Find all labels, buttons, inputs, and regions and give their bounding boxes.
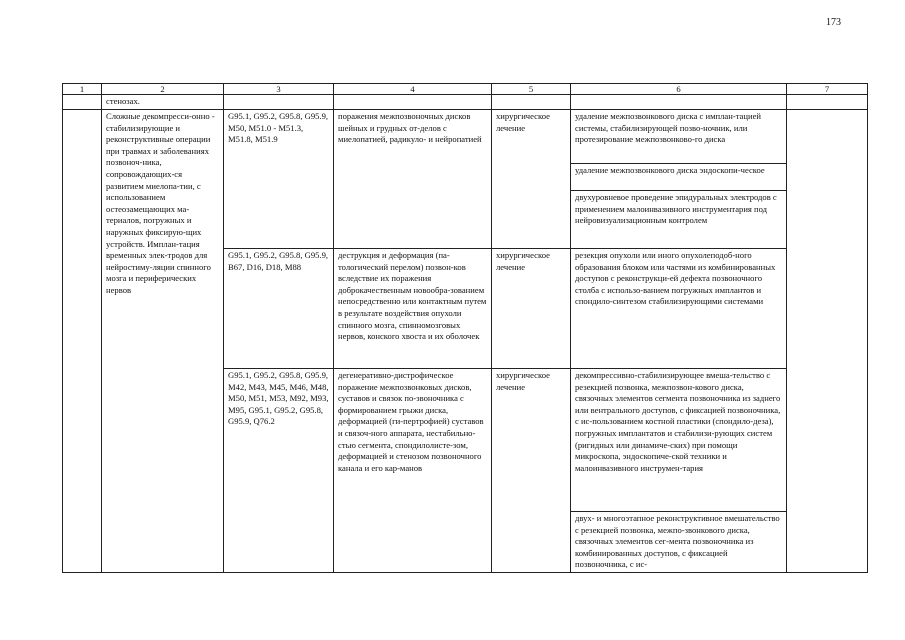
cell-method: двух- и многоэтапное реконструктивное вмешательство с резекцией позвонка, межпо-звонкового диска, связочных элементов сег-мента позвоночника из комбинированных доступов, с фиксацией позвоночника, с ис- xyxy=(571,512,787,573)
cell-method: удаление межпозвонкового диска с имплан-тацией системы, стабилизирующей позво-ночник, или протезирование межпозвонково-го диска xyxy=(571,110,787,164)
cell-intervention-name: Сложные декомпресси-онно - стабилизирующие и реконструктивные операции при травмах и заболеваниях позвоноч-ника, сопровождающих-ся развитием миелопа-тии, с использованием остеозамещающих ма-териалов, погружных и наружных фиксирую-щих устройств. Имплан-тация временных элек-тродов для нейростиму-ляции спинного мозга и периферических нервов xyxy=(102,110,224,573)
cell-treatment-type: хирургическое лечение xyxy=(492,249,571,369)
cell-index xyxy=(63,110,102,573)
col-header-7: 7 xyxy=(787,84,868,95)
col-header-5: 5 xyxy=(492,84,571,95)
cell-method: двухуровневое проведение эпидуральных электродов с применением малоинвазивного инструментария под нейровизуализационным контролем xyxy=(571,191,787,249)
cell-method: декомпрессивно-стабилизирующее вмеша-тельство с резекцией позвонка, межпозвон-кового диска, связочных элементов сегмента позвоночника из заднего или вентрального доступов, с фиксацией позвоночника, с ис-пользованием костной пластики (спондило-деза), погружных имплантатов и стабилизи-рующих систем (ригидных или динамиче-ских) при помощи микроскопа, эндоскопиче-ской техники и малоинвазивного инструмен-тария xyxy=(571,369,787,512)
cell-empty xyxy=(224,95,334,110)
table-row xyxy=(63,110,868,164)
cell-method: резекция опухоли или иного опухолеподоб-ного образования блоком или частями из комбинированных доступов с реконструкци-ей дефекта позвоночного столба с использо-ванием погружных имплантов и спондило-синтезом стабилизирующими системами xyxy=(571,249,787,369)
cell-empty xyxy=(492,95,571,110)
cell-index xyxy=(63,95,102,110)
cell-col7 xyxy=(787,110,868,573)
cell-empty xyxy=(571,95,787,110)
cell-continuation-text: стенозах. xyxy=(102,95,224,110)
cell-treatment-type: хирургическое лечение xyxy=(492,369,571,573)
cell-condition: поражения межпозвоночных дисков шейных и грудных от-делов с миелопатией, радикуло- и нейропатией xyxy=(334,110,492,249)
col-header-6: 6 xyxy=(571,84,787,95)
cell-condition: дегенеративно-дистрофическое поражение межпозвонковых дисков, суставов и связок по-звоночника с формированием грыжи диска, деформацией (ги-пертрофией) суставов и связоч-ного аппарата, нестабильно-стью сегмента, спондилолисте-зом, деформацией и стенозом позвоночного канала и его кар-манов xyxy=(334,369,492,573)
col-header-4: 4 xyxy=(334,84,492,95)
continuation-row xyxy=(63,95,868,110)
cell-treatment-type: хирургическое лечение xyxy=(492,110,571,249)
cell-condition: деструкция и деформация (па-тологический перелом) позвон-ков вследствие их поражения доброкачественным новообра-зованием непосредственно или контактным путем в результате воздействия опухоли спинного мозга, спинномозговых нервов, конского хвоста и их оболочек xyxy=(334,249,492,369)
header-row xyxy=(63,84,868,95)
col-header-1: 1 xyxy=(63,84,102,95)
procedures-table xyxy=(62,83,868,573)
cell-method: удаление межпозвонкового диска эндоскопи-ческое xyxy=(571,164,787,191)
cell-icd-codes: G95.1, G95.2, G95.8, G95.9, B67, D16, D18, M88 xyxy=(224,249,334,369)
cell-empty xyxy=(787,95,868,110)
cell-empty xyxy=(334,95,492,110)
col-header-2: 2 xyxy=(102,84,224,95)
cell-icd-codes: G95.1, G95.2, G95.8, G95.9, M42, M43, M45, M46, M48, M50, M51, M53, M92, M93, M95, G95.1, G95.2, G95.8, G95.9, Q76.2 xyxy=(224,369,334,573)
cell-icd-codes: G95.1, G95.2, G95.8, G95.9, M50, M51.0 - M51.3, M51.8, M51.9 xyxy=(224,110,334,249)
col-header-3: 3 xyxy=(224,84,334,95)
page-number: 173 xyxy=(826,17,841,28)
